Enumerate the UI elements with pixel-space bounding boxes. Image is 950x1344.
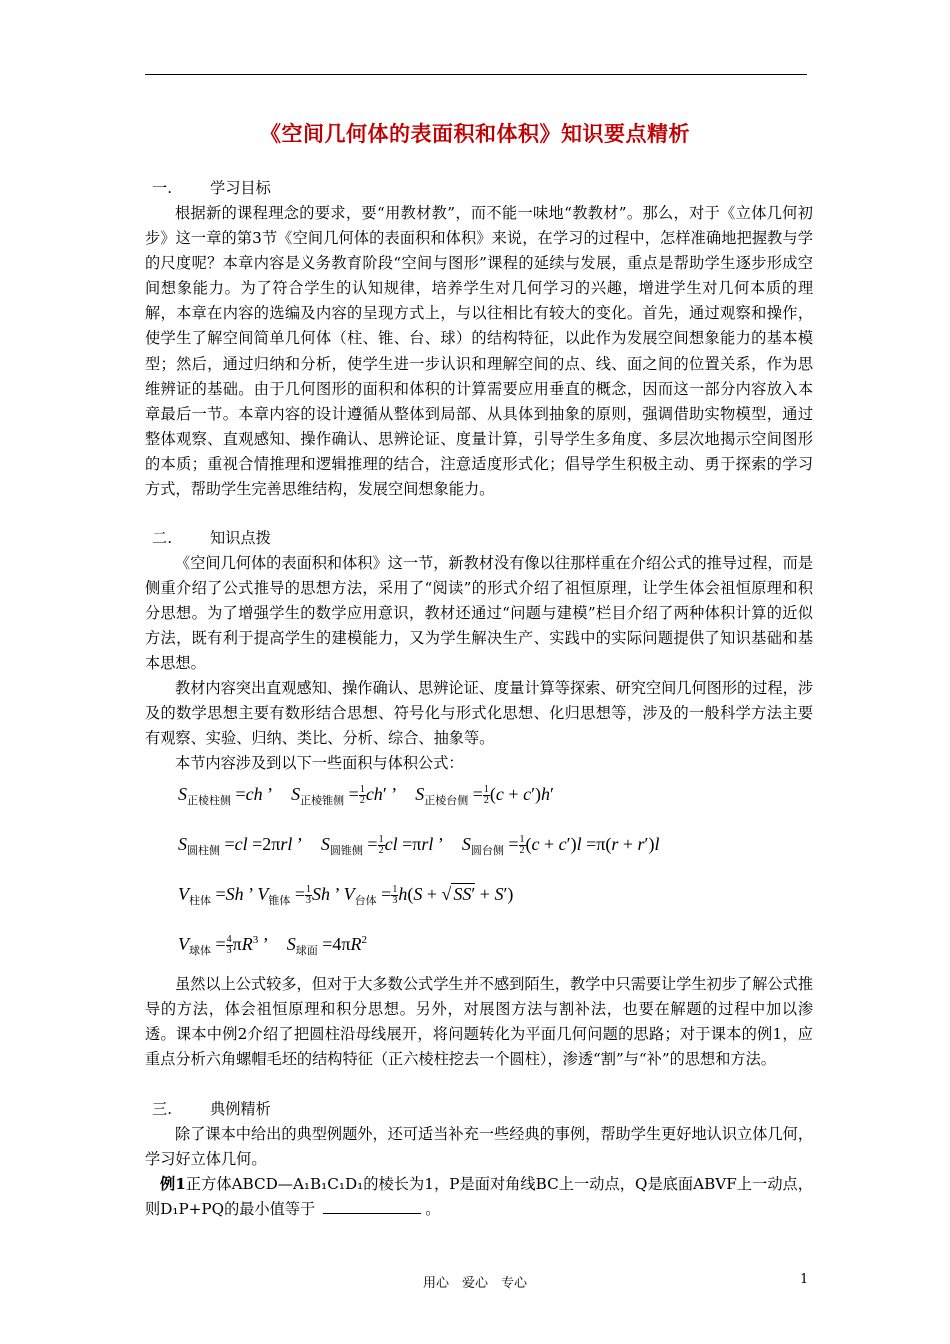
paragraph-1: 根据新的课程理念的要求，要“用教材教”，而不能一味地“教教材”。那么，对于《立体几何初步》这一章的第3节《空间几何体的表面积和体积》来说，在学习的过程中，怎样准确地把握教与学的尺度呢？本章内容是义务教育阶段“空间与图形”课程的延续与发展，重点是帮助学生逐步形成空间想象能力。为了符合学生的认知规律，培养学生对几何学习的兴趣，增进学生对几何本质的理解，本章在内容的选编及内容的呈现方式上，与以往相比有较大的变化。首先，通过观察和操作，使学生了解空间简单几何体（柱、锥、台、球）的结构特征，以此作为发展空间想象能力的基本模型；然后，通过归纳和分析，使学生进一步认识和理解空间的点、线、面之间的位置关系，作为思维辨证的基础。由于几何图形的面积和体积的计算需要应用垂直的概念，因而这一部分内容放入本章最后一节。本章内容的设计遵循从整体到局部、从具体到抽象的原则，强调借助实物模型，通过整体观察、直观感知、操作确认、思辨论证、度量计算，引导学生多角度、多层次地揭示空间图形的本质；重视合情推理和逻辑推理的结合，注意适度形式化；倡导学生积极主动、勇于探索的学习方式，帮助学生完善思维结构，发展空间想象能力。 [145,204,813,499]
formula-row-2: $S_{圆柱侧} =cl =2\pi rl$ ’ $S_{圆锥侧}$ = $\frac{1}{2}$ cl =πrl ’ $S_{圆台侧}$ = $\frac{1}{2}$ (c + c′)l =π(r + r′)l [178,834,660,857]
formula-subscript: 圆柱侧 [187,844,220,857]
section-number: 一. [152,179,173,197]
section-label: 典例精析 [210,1100,271,1118]
formula-subscript: 球面 [295,944,318,957]
formula-subscript: 柱体 [189,894,211,907]
formula-row-4: $V_{球体}$ = $\frac{4}{3}$ $\pi R^3$ ’ $S_{球面} =4\pi R^2$ [178,934,367,957]
example-text: 正方体ABCD—A₁B₁C₁D₁的棱长为1，P是面对角线BC上一动点，Q是底面ABVF上一动点，则D₁P+PQ的最小值等于 [145,1175,813,1219]
formula-subscript: 正棱锥侧 [300,794,345,807]
paragraph-3: 教材内容突出直观感知、操作确认、思辨论证、度量计算等探索、研究空间几何图形的过程，涉及的数学思想主要有数形结合思想、符号化与形式化思想、化归思想等，涉及的一般科学方法主要有观察、实验、归纳、类比、分析、综合、抽象等。 [145,679,813,748]
paragraph-4: 本节内容涉及到以下一些面积与体积公式： [175,754,464,772]
section-heading-3 [152,1097,271,1122]
paragraph-1-block [145,201,813,502]
section-label: 学习目标 [210,179,271,197]
example-1 [145,1172,813,1222]
formula-subscript: 球体 [189,944,211,957]
formula-subscript: 圆锥侧 [329,844,363,857]
page-title: 《空间几何体的表面积和体积》知识要点精析 [260,121,690,146]
formula-subscript: 圆台侧 [470,844,504,857]
section-heading-2 [152,526,271,551]
header-rule [145,74,807,75]
section-number: 二. [152,529,173,547]
paragraph-6: 除了课本中给出的典型例题外，还可适当补充一些经典的事例，帮助学生更好地认识立体几何，学习好立体几何。 [145,1125,813,1169]
formula-subscript: 台体 [354,894,377,907]
formula-subscript: 正棱台侧 [424,794,469,807]
formula-row-3: $V_{柱体} =Sh$ ’ $V_{锥体}$ = $\frac{1}{3}$ Sh ’ $V_{台体}$ = $\frac{1}{3}$ h(S + √ SS′ + S′) [178,884,514,907]
paragraph-2: 《空间几何体的表面积和体积》这一节，新教材没有像以往那样重在介绍公式的推导过程，而是侧重介绍了公式推导的思想方法，采用了“阅读”的形式介绍了祖恒原理，让学生体会祖恒原理和积分思想。为了增强学生的数学应用意识，教材还通过“问题与建模”栏目介绍了两种体积计算的近似方法，既有利于提高学生的建模能力，又为学生解决生产、实践中的实际问题提供了知识基础和基本思想。 [145,554,813,673]
paragraph-5-block [145,972,813,1072]
section-heading-1 [152,176,271,201]
paragraph-5: 虽然以上公式较多，但对于大多数公式学生并不感到陌生，教学中只需要让学生初步了解公式推导的方法，体会祖恒原理和积分思想。另外，对展图方法与割补法，也要在解题的过程中加以渗透。课本中例2介绍了把圆柱沿母线展开，将问题转化为平面几何问题的思路；对于课本的例1，应重点分析六角螺帽毛坯的结构特征（正六棱柱挖去一个圆柱），渗透“割”与“补”的思想和方法。 [145,975,813,1069]
formula-row-1: $S_{正棱柱侧} =ch$ ’ $S_{正棱锥侧}$ = $\frac{1}{2}$ ch′ ’ $S_{正棱台侧}$ = $\frac{1}{2}$ (c + c′)h′ [178,784,554,807]
page-number: 1 [800,1272,809,1287]
page-footer: 用心 爱心 专心 [422,1276,527,1291]
formula-subscript: 正棱柱侧 [187,794,231,807]
formula-subscript: 锥体 [268,894,291,907]
section-number: 三. [152,1100,173,1118]
paragraph-3-block [145,676,813,751]
section-label: 知识点拨 [210,529,271,547]
example-1-block [145,1172,813,1222]
paragraph-6-block [145,1122,813,1172]
paragraph-2-block [145,551,813,676]
example-text-end: 。 [425,1200,441,1219]
example-label: 例1 [160,1175,186,1193]
answer-blank[interactable] [323,1199,421,1214]
paragraph-4-block [145,751,813,776]
